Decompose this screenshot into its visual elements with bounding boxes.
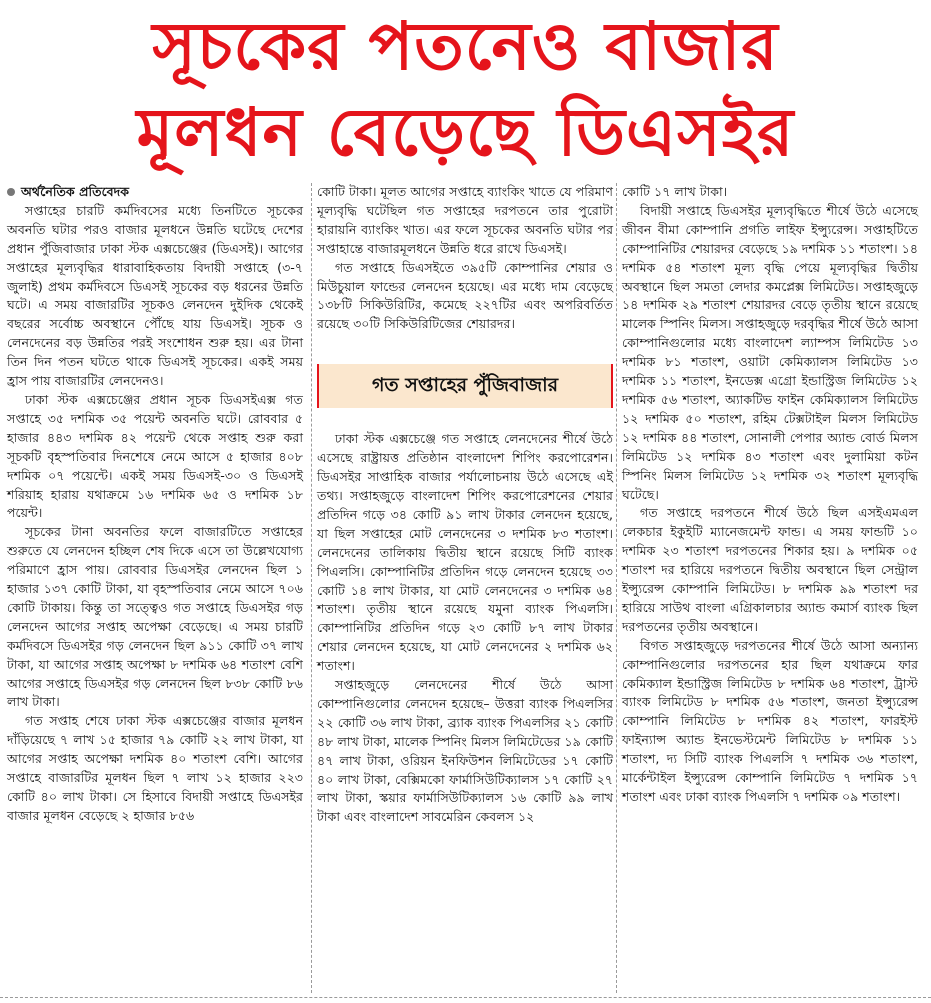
headline-line-1: সূচকের পতনেও বাজার (152, 8, 779, 85)
paragraph: সূচকের টানা অবনতির ফলে বাজারটিতে সপ্তাহের শুরুতে যে লেনদেন হচ্ছিল শেষ দিকে এসে তা উল্লেখযোগ্য পরিমাণে হ্রাস পায়। রোববার ডিএসইর লেনদেন ছিল ১ হাজার ১৩৭ কোটি টাকা, যা বৃহস্পতিবার নেমে আসে ৭০৬ কোটি টাকায়। কিন্তু তা সত্ত্বেও গত সপ্তাহে ডিএসইর গড় লেনদেন আগের সপ্তাহ অপেক্ষা বেড়েছে। এ সময় চারটি কর্মদিবসে ডিএসইর গড় লেনদেন ছিল ৯১১ কোটি ৩৭ লাখ টাকা, যা আগের সপ্তাহ অপেক্ষা ৮ দশমিক ৬৪ শতাংশ বেশি আগের সপ্তাহে ডিএসইর গড় লেনদেন ছিল ৮৩৮ কোটি ৮৬ লাখ টাকা। (7, 524, 303, 710)
paragraph: ঢাকা স্টক এক্সচেঞ্জের প্রধান সূচক ডিএসইএক্স গত সপ্তাহে ৩৫ দশমিক ৩৫ পয়েন্ট অবনতি ঘটে। রোববার ৫ হাজার ৪৪৩ দশমিক ৪২ পয়েন্ট থেকে সপ্তাহ শুরু করা সূচকটি বৃহস্পতিবার দিনশেষে নেমে আসে ৫ হাজার ৪০৮ দশমিক ০৭ পয়েন্টে। একই সময় ডিএসই-৩০ ও ডিএসই শরিয়াহ হারায় যথাক্রমে ১৬ দশমিক ৬৫ ও দশমিক ১৮ পয়েন্ট। (7, 391, 303, 521)
paragraph: গত সপ্তাহ শেষে ঢাকা স্টক এক্সচেঞ্জের বাজার মূলধন দাঁড়িয়েছে ৭ লাখ ১৫ হাজার ৭৯ কোটি ২২ লাখ টাকা, যা আগের সপ্তাহ অপেক্ষা দশমিক ৪০ শতাংশ বেশি। আগের সপ্তাহে বাজারটির মূলধন ছিল ৭ লাখ ১২ হাজার ২২৩ কোটি ৪০ লাখ টাকা। সে হিসাবে বিদায়ী সপ্তাহে ডিএসইর বাজার মূলধন বেড়েছে ২ হাজার ৮৫৬ (7, 713, 303, 823)
subheading-box (317, 364, 613, 408)
paragraph: গত সপ্তাহে ডিএসইতে ৩৯৫টি কোম্পানির শেয়ার ও মিউচুয়াল ফান্ডের লেনদেন হয়েছে। এর মধ্যে দাম বেড়েছে ১৩৮টি সিকিউরিটির, কমেছে ২২৭টির এবং অপরিবর্তিত রয়েছে ৩০টি সিকিউরিটিজের শেয়ারদর। (317, 259, 613, 332)
paragraph: কোটি টাকা। মূলত আগের সপ্তাহে ব্যাংকিং খাতে যে পরিমাণ মূল্যবৃদ্ধি ঘটেছিল গত সপ্তাহের দরপতনে তার পুরোটা হারায়নি ব্যাংকিং খাত। এর ফলে সূচকের অবনতি ঘটার পর সপ্তাহান্তে বাজারমূলধনে উন্নতি ধরে রাখে ডিএসই। (317, 184, 614, 256)
article-column-3 (622, 183, 918, 807)
byline (7, 183, 303, 202)
article-column-1 (7, 183, 303, 826)
article-column-2 (317, 183, 613, 827)
paragraph: বিগত সপ্তাহজুড়ে দরপতনের শীর্ষে উঠে আসা অন্যান্য কোম্পানিগুলোর দরপতনের হার ছিল যথাক্রমে ফার কেমিক্যাল ইন্ডাস্ট্রিজ লিমিটেড ৮ দশমিক ৬৪ শতাংশ, ট্রাস্ট ব্যাংক লিমিটেড ৮ দশমিক ৫৬ শতাংশ, জনতা ইন্স্যুরেন্স কোম্পানি লিমিটেড ৮ দশমিক ৪২ শতাংশ, ফারইস্ট ফাইন্যান্স অ্যান্ড ইনভেস্টমেন্ট লিমিটেড ৮ দশমিক ১১ শতাংশ, দ্য সিটি ব্যাংক পিএলসি ৭ দশমিক ৩৬ শতাংশ, মার্কেন্টাইল ইন্স্যুরেন্স কোম্পানি লিমিটেড ৭ দশমিক ১৭ শতাংশ এবং ঢাকা ব্যাংক পিএলসি ৭ দশমিক ০৯ শতাংশ। (622, 637, 918, 804)
paragraph: গত সপ্তাহে দরপতনে শীর্ষে উঠে ছিল এসইএমএল লেকচার ইকুইটি ম্যানেজমেন্ট ফান্ড। এ সময় ফান্ডটি ১০ দশমিক ২৩ শতাংশ দরপতনের শিকার হয়। ৯ দশমিক ০৫ শতাংশ দর হারিয়ে দরপতনে দ্বিতীয় অবস্থানে ছিল সেন্ট্রাল ইন্স্যুরেন্স কোম্পানি লিমিটেড। ৮ দশমিক ৯৯ শতাংশ দর হারিয়ে সাউথ বাংলা এগ্রিকালচার অ্যান্ড কমার্স ব্যাংক ছিল দরপতনের তৃতীয় অবস্থানে। (622, 505, 918, 634)
column-divider (616, 183, 617, 993)
headline-line-2: মূলধন বেড়েছে ডিএসইর (136, 94, 795, 171)
paragraph: সপ্তাহজুড়ে লেনদেনের শীর্ষে উঠে আসা কোম্পানিগুলোর লেনদেন হয়েছে– উত্তরা ব্যাংক পিএলসির ২২ কোটি ৩৬ লাখ টাকা, ব্র্যাক ব্যাংক পিএলসির ২১ কোটি ৪৮ লাখ টাকা, মালেক স্পিনিং মিলস লিমিটেডের ১৯ কোটি ৪৭ লাখ টাকা, ওরিয়ন ইনফিউশন লিমিটেডের ১৭ কোটি ৪০ লাখ টাকা, বেক্সিমকো ফার্মাসিউটিক্যালস ১৭ কোটি ২৭ লাখ টাকা, স্কয়ার ফার্মাসিউটিক্যালস ১৬ কোটি ৯৯ লাখ টাকা এবং বাংলাদেশ সাবমেরিন কেবলস ১২ (317, 677, 613, 825)
paragraph: ঢাকা স্টক এক্সচেঞ্জে গত সপ্তাহে লেনদেনের শীর্ষে উঠে এসেছে রাষ্ট্রায়ত্ত প্রতিষ্ঠান বাংলাদেশ শিপিং করপোরেশন। ডিএসইর সাপ্তাহিক বাজার পর্যালোচনায় উঠে এসেছে এই তথ্য। সপ্তাহজুড়ে বাংলাদেশ শিপিং করপোরেশনের শেয়ার প্রতিদিন গড়ে ৩৪ কোটি ৯১ লাখ টাকার লেনদেন হয়েছে, যা ছিল সপ্তাহের মোট লেনদেনের ৩ দশমিক ৮৩ শতাংশ। লেনদেনের তালিকায় দ্বিতীয় স্থানে রয়েছে সিটি ব্যাংক পিএলসি। কোম্পানিটির প্রতিদিন গড়ে লেনদেন হয়েছে ৩৩ কোটি ১৪ লাখ টাকার, যা মোট লেনদেনের ৩ দশমিক ৬৪ শতাংশ। তৃতীয় স্থানে রয়েছে যমুনা ব্যাংক পিএলসি। কোম্পানিটির প্রতিদিন গড়ে ২৩ কোটি ৮৭ লাখ টাকার শেয়ার লেনদেন হয়েছে, যা মোট লেনদেনের ২ দশমিক ৬২ শতাংশ। (317, 431, 613, 674)
bottom-divider (0, 997, 931, 998)
headline (0, 4, 931, 176)
paragraph: কোটি ১৭ লাখ টাকা। (622, 184, 728, 199)
byline-text: অর্থনৈতিক প্রতিবেদক (21, 184, 130, 199)
column-divider (311, 183, 312, 993)
subheading: গত সপ্তাহের পুঁজিবাজার (371, 374, 559, 397)
bullet-icon (7, 188, 15, 196)
paragraph: সপ্তাহের চারটি কর্মদিবসের মধ্যে তিনটিতে সূচকের অবনতি ঘটার পরও বাজার মূলধনে উন্নতি ঘটেছে দেশের প্রধান পুঁজিবাজার ঢাকা স্টক এক্সচেঞ্জের (ডিএসই)। আগের সপ্তাহের মূল্যবৃদ্ধির ধারাবাহিকতায় বিদায়ী সপ্তাহে (৩-৭ জুলাই) প্রথম কর্মদিবসে ডিএসই সূচকের বড় ধরনের উন্নতি ঘটে। এ সময় বাজারটির সূচকও লেনদেন দুইদিক থেকেই বছরের সর্বোচ্চ অবস্থানে পৌঁছে যায় ডিএসই। সূচক ও লেনদেনের বড় উন্নতির পরই সংশোধন শুরু হয়। এর টানা তিন দিন পতন ঘটতে থাকে ডিএসই সূচকের। একই সময় হ্রাস পায় বাজারটির লেনদেনও। (7, 202, 303, 389)
paragraph: বিদায়ী সপ্তাহে ডিএসইর মূল্যবৃদ্ধিতে শীর্ষে উঠে এসেছে জীবন বীমা কোম্পানি প্রগতি লাইফ ইন্স্যুরেন্স। সপ্তাহটিতে কোম্পানিটির শেয়ারদর বেড়েছে ১৯ দশমিক ১১ শতাংশ। ১৪ দশমিক ৫৪ শতাংশ মূল্য বৃদ্ধি পেয়ে মূল্যবৃদ্ধির দ্বিতীয় অবস্থানে ছিল সমতা লেদার কমপ্লেক্স লিমিটেড। সপ্তাহজুড়ে ১৪ দশমিক ২৯ শতাংশ শেয়ারদর বেড়ে তৃতীয় স্থানে রয়েছে মালেক স্পিনিং মিলস। সপ্তাহজুড়ে দরবৃদ্ধির শীর্ষে উঠে আসা কোম্পানিগুলোর মধ্যে বাংলাদেশ ল্যাম্পস লিমিটেড ১৩ দশমিক ৮১ শতাংশ, ওয়াটা কেমিক্যালস লিমিটেড ১৩ দশমিক ১১ শতাংশ, ইনডেক্স এগ্রো ইন্ডাস্ট্রিজ লিমিটেড ১২ দশমিক ৫৬ শতাংশ, অ্যাকটিভ ফাইন কেমিক্যালস লিমিটেড ১২ দশমিক ৫০ শতাংশ, রহিম টেক্সটাইল মিলস লিমিটেড ১২ দশমিক ৪৪ শতাংশ, সোনালী পেপার অ্যান্ড বোর্ড মিলস লিমিটেড ১২ দশমিক ৪৩ শতাংশ এবং দুলামিয়া কটন স্পিনিং মিলস লিমিটেড ১২ দশমিক ৩২ শতাংশ মূল্যবৃদ্ধি ঘটেছে। (622, 202, 918, 502)
